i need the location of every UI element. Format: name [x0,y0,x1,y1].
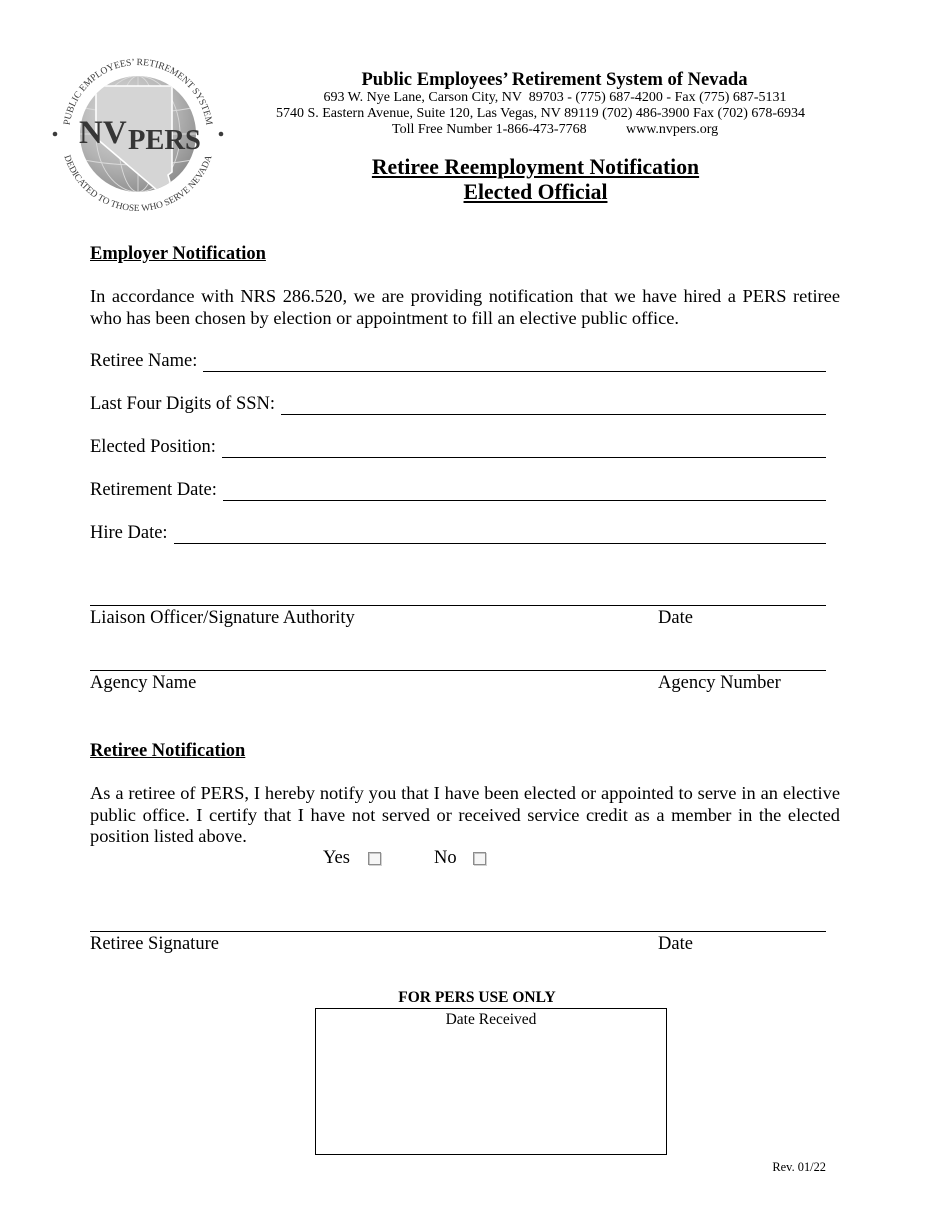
liaison-signature-line[interactable] [90,605,826,606]
elected-position-input[interactable] [222,437,826,458]
seal-dot-right [219,132,224,137]
retiree-notification-heading: Retiree Notification [90,741,246,761]
form-subtitle: Elected Official [463,179,608,204]
elected-position-row [90,436,826,458]
logo-mark-nv: NV [79,115,127,151]
hire-date-label: Hire Date: [90,523,168,543]
form-title: Retiree Reemployment Notification [371,154,700,179]
revision-label: Rev. 01/22 [772,1160,826,1174]
yes-checkbox[interactable] [368,852,381,865]
paragraph-line: who has been chosen by election or appointment to fill an elective public office. [90,307,679,328]
ssn-last-four-label: Last Four Digits of SSN: [90,394,276,414]
ssn-last-four-input[interactable] [281,394,826,415]
retiree-name-label: Retiree Name: [90,351,198,371]
hire-date-input[interactable] [174,523,826,544]
liaison-signature-label: Liaison Officer/Signature Authority [90,608,355,628]
employer-notification-heading: Employer Notification [90,244,266,264]
liaison-date-label: Date [658,608,693,628]
retirement-date-row [90,479,826,501]
organization-name: Public Employees’ Retirement System of Nevada [361,69,748,90]
logo-ring-bottom-label: DEDICATED TO THOSE WHO SERVE NEVADA [61,153,215,215]
paragraph-line: public office. I certify that I have not served or received service credit as a member in the elected [90,804,840,825]
seal-dot-left [53,132,58,137]
toll-free-number: Toll Free Number 1-866-473-7768 [392,122,587,137]
retiree-signature-line[interactable] [90,931,826,932]
agency-name-label: Agency Name [90,673,197,693]
elected-position-label: Elected Position: [90,437,216,457]
retiree-date-label: Date [658,934,693,954]
ssn-last-four-row [90,393,826,415]
agency-number-label: Agency Number [658,673,781,693]
employer-notification-paragraph [90,286,840,329]
retirement-date-input[interactable] [223,480,826,501]
carson-city-address: 693 W. Nye Lane, Carson City, NV 89703 - (775) 687-4200 - Fax (775) 687-5131 [323,90,787,105]
retirement-date-label: Retirement Date: [90,480,217,500]
paragraph-line: In accordance with NRS 286.520, we are providing notification that we have hired a PERS retiree [90,286,840,306]
logo-ring-top-label: PUBLIC EMPLOYEES’ RETIREMENT SYSTEM [61,56,215,126]
no-option-label: No [434,848,457,868]
date-received-label: Date Received [445,1011,537,1028]
hire-date-row [90,522,826,544]
yes-option-label: Yes [323,848,350,868]
paragraph-line: position listed above. [90,826,247,846]
no-checkbox[interactable] [473,852,486,865]
nvpers-seal-logo [46,50,230,218]
retiree-name-row [90,350,826,372]
website-link[interactable]: www.nvpers.org [626,122,719,137]
paragraph-line: As a retiree of PERS, I hereby notify you that I have been elected or appointed to serve in an elective [90,783,840,803]
logo-mark-pers: PERS [128,125,201,156]
office-use-heading: FOR PERS USE ONLY [398,989,556,1006]
office-use-box [315,1008,667,1155]
retiree-signature-label: Retiree Signature [90,934,219,954]
las-vegas-address: 5740 S. Eastern Avenue, Suite 120, Las Vegas, NV 89119 (702) 486-3900 Fax (702) 678-6934 [275,106,806,121]
retiree-notification-paragraph [90,783,840,848]
agency-line[interactable] [90,670,826,671]
retiree-name-input[interactable] [203,351,826,372]
